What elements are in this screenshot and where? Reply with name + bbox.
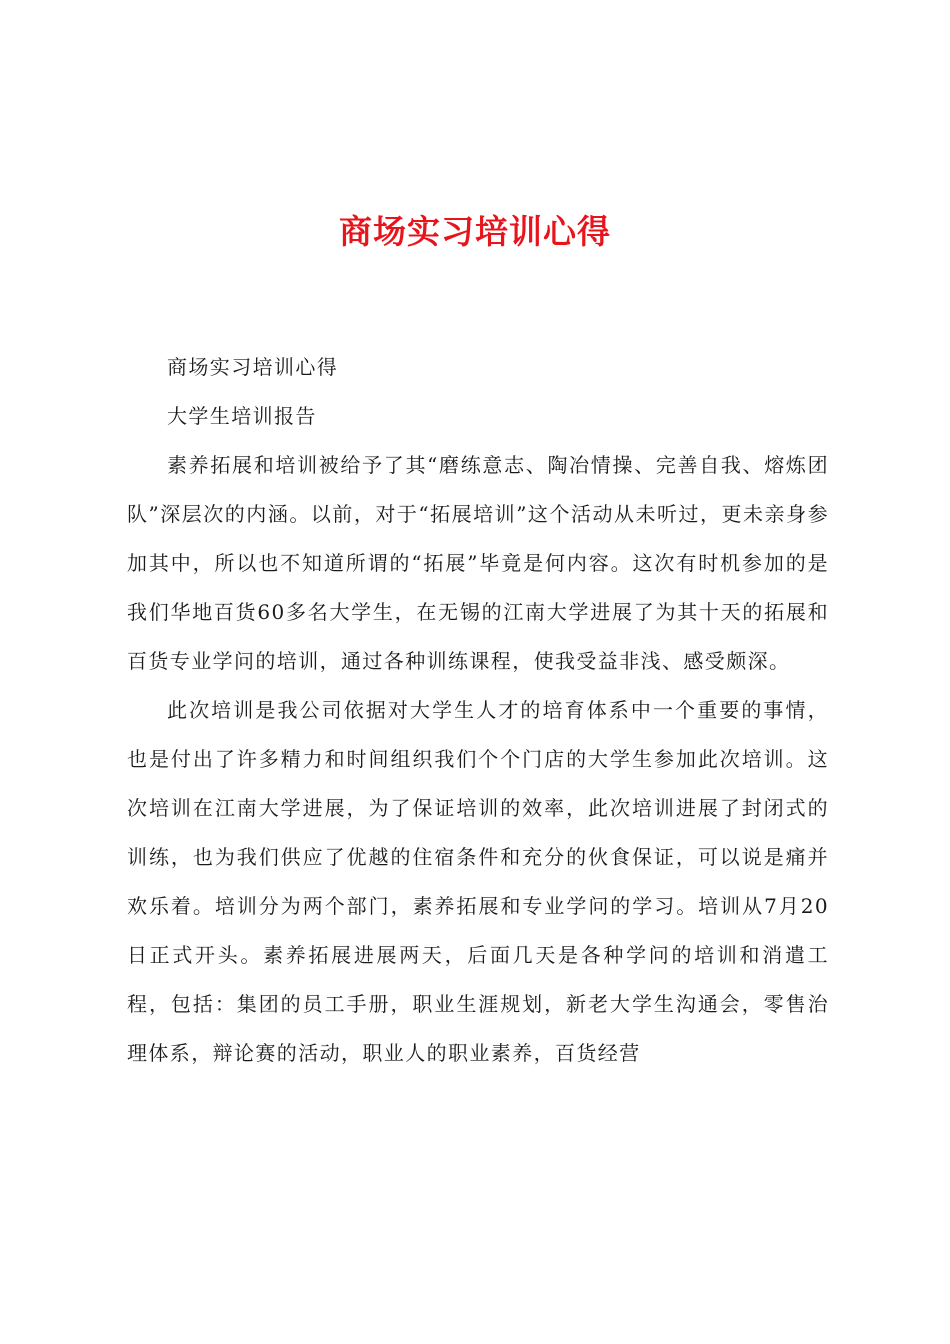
body-paragraph: 大学生培训报告	[167, 404, 317, 428]
body-paragraph: 素养拓展和培训被给予了其“磨练意志、陶冶情操、完善自我、熔炼团队”深层次的内涵。以前，对于“拓展培训”这个活动从未听过，更未亲身参加其中，所以也不知道所谓的“拓展”毕竟是何内容。这次有时机参加的是我们华地百货60多名大学生，在无锡的江南大学进展了为其十天的拓展和百货专业学问的培训，通过各种训练课程，使我受益非浅、感受颇深。	[127, 453, 829, 673]
body-paragraph: 此次培训是我公司依据对大学生人才的培育体系中一个重要的事情，也是付出了许多精力和时间组织我们个个门店的大学生参加此次培训。这次培训在江南大学进展，为了保证培训的效率，此次培训进展了封闭式的训练，也为我们供应了优越的住宿条件和充分的伙食保证，可以说是痛并欢乐着。培训分为两个部门，素养拓展和专业学问的学习。培训从7月20日正式开头。素养拓展进展两天，后面几天是各种学问的培训和消遣工程，包括：集团的员工手册，职业生涯规划，新老大学生沟通会，零售治理体系，辩论赛的活动，职业人的职业素养，百货经营	[127, 698, 829, 1065]
document-body	[127, 343, 829, 1078]
body-paragraph: 商场实习培训心得	[167, 355, 339, 379]
document-title: 商场实习培训心得	[339, 212, 611, 251]
